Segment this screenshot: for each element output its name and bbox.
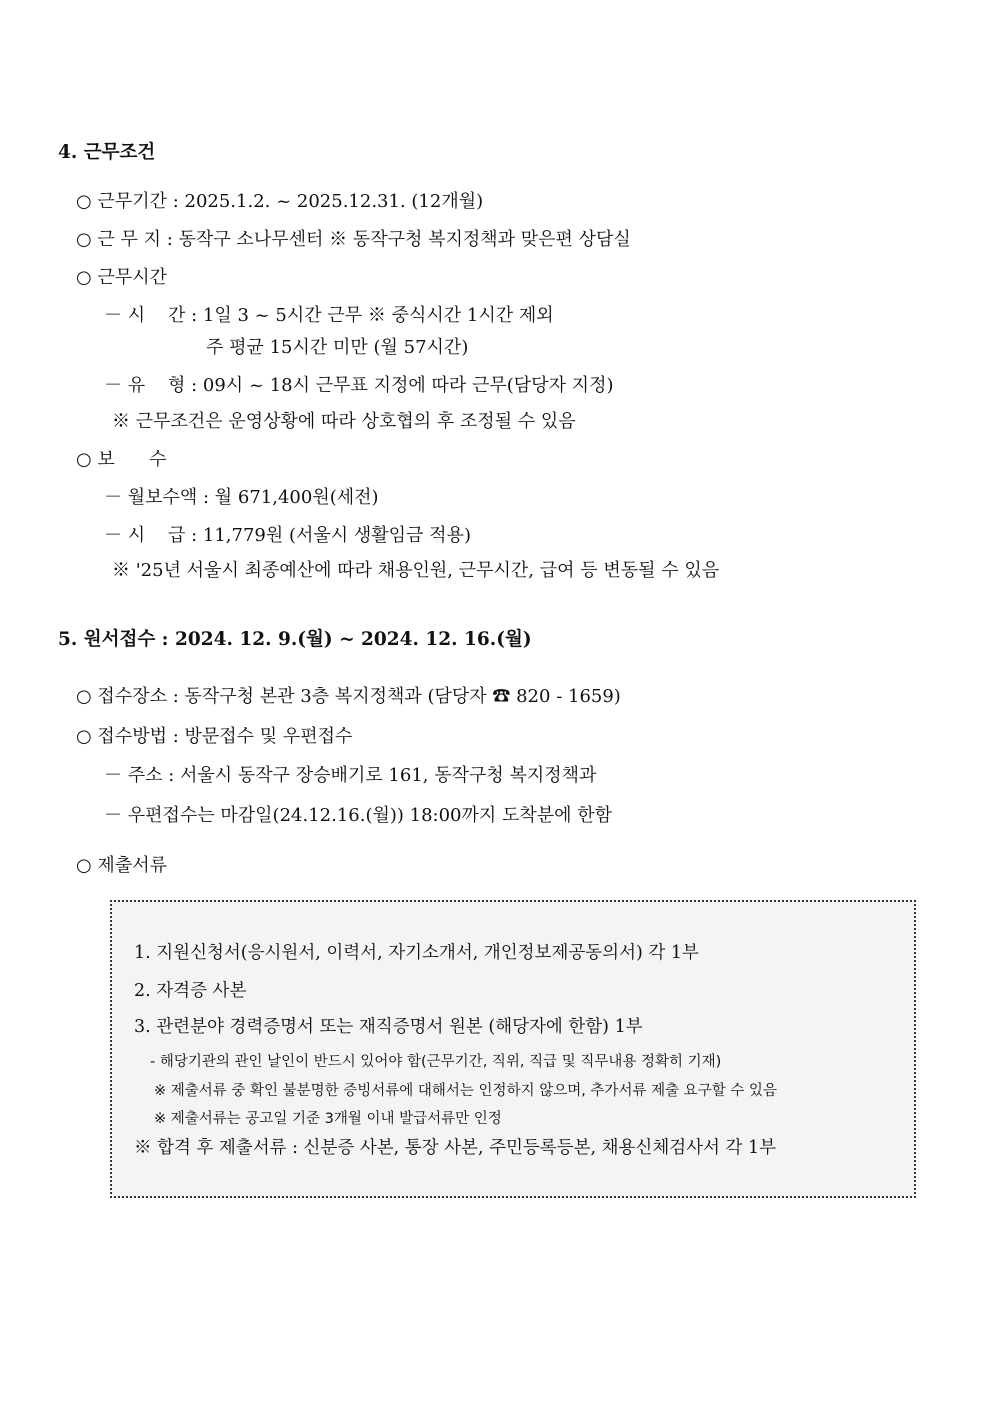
work-hours-heading: ○ 근무시간 xyxy=(76,267,167,288)
document-item-3: 3. 관련분야 경력증명서 또는 재직증명서 원본 (해당자에 한함) 1부 xyxy=(134,1017,643,1037)
hourly-pay: － 시 급 : 11,779원 (서울시 생활임금 적용) xyxy=(104,525,471,546)
work-conditions-note: ※ 근무조건은 운영상황에 따라 상호협의 후 조정될 수 있음 xyxy=(112,411,576,432)
documents-heading: ○ 제출서류 xyxy=(76,855,167,876)
pay-note: ※ '25년 서울시 최종예산에 따라 채용인원, 근무시간, 급여 등 변동될 수 있음 xyxy=(112,560,720,581)
application-method: ○ 접수방법 : 방문접수 및 우편접수 xyxy=(76,726,353,747)
documents-box xyxy=(110,900,916,1198)
mail-address: － 주소 : 서울시 동작구 장승배기로 161, 동작구청 복지정책과 xyxy=(104,765,597,786)
work-hours-weekly: 주 평균 15시간 미만 (월 57시간) xyxy=(206,337,469,358)
application-place: ○ 접수장소 : 동작구청 본관 3층 복지정책과 (담당자 ☎ 820 - 1659) xyxy=(76,686,621,707)
section-4-title: 4. 근무조건 xyxy=(58,142,156,163)
document-note-2: ※ 제출서류 중 확인 불분명한 증빙서류에 대해서는 인정하지 않으며, 추가서류 제출 요구할 수 있음 xyxy=(154,1083,777,1099)
document-note-1: - 해당기관의 관인 날인이 반드시 있어야 함(근무기간, 직위, 직급 및 직무내용 정확히 기재) xyxy=(150,1054,722,1070)
pay-heading: ○ 보 수 xyxy=(76,449,167,470)
work-hours-type: － 유 형 : 09시 ~ 18시 근무표 지정에 따라 근무(담당자 지정) xyxy=(104,375,614,396)
section-5-title: 5. 원서접수 : 2024. 12. 9.(월) ~ 2024. 12. 16.(월) xyxy=(58,629,532,650)
work-location: ○ 근 무 지 : 동작구 소나무센터 ※ 동작구청 복지정책과 맞은편 상담실 xyxy=(76,229,631,250)
mail-deadline: － 우편접수는 마감일(24.12.16.(월)) 18:00까지 도착분에 한함 xyxy=(104,805,613,826)
document-item-2: 2. 자격증 사본 xyxy=(134,981,247,1001)
work-period: ○ 근무기간 : 2025.1.2. ~ 2025.12.31. (12개월) xyxy=(76,191,484,212)
document-note-3: ※ 제출서류는 공고일 기준 3개월 이내 발급서류만 인정 xyxy=(154,1111,502,1127)
work-hours-time: － 시 간 : 1일 3 ~ 5시간 근무 ※ 중식시간 1시간 제외 xyxy=(104,305,554,326)
post-hire-documents: ※ 합격 후 제출서류 : 신분증 사본, 통장 사본, 주민등록등본, 채용신체검사서 각 1부 xyxy=(134,1138,777,1158)
document-item-1: 1. 지원신청서(응시원서, 이력서, 자기소개서, 개인정보제공동의서) 각 1부 xyxy=(134,943,699,963)
monthly-pay: － 월보수액 : 월 671,400원(세전) xyxy=(104,487,379,508)
